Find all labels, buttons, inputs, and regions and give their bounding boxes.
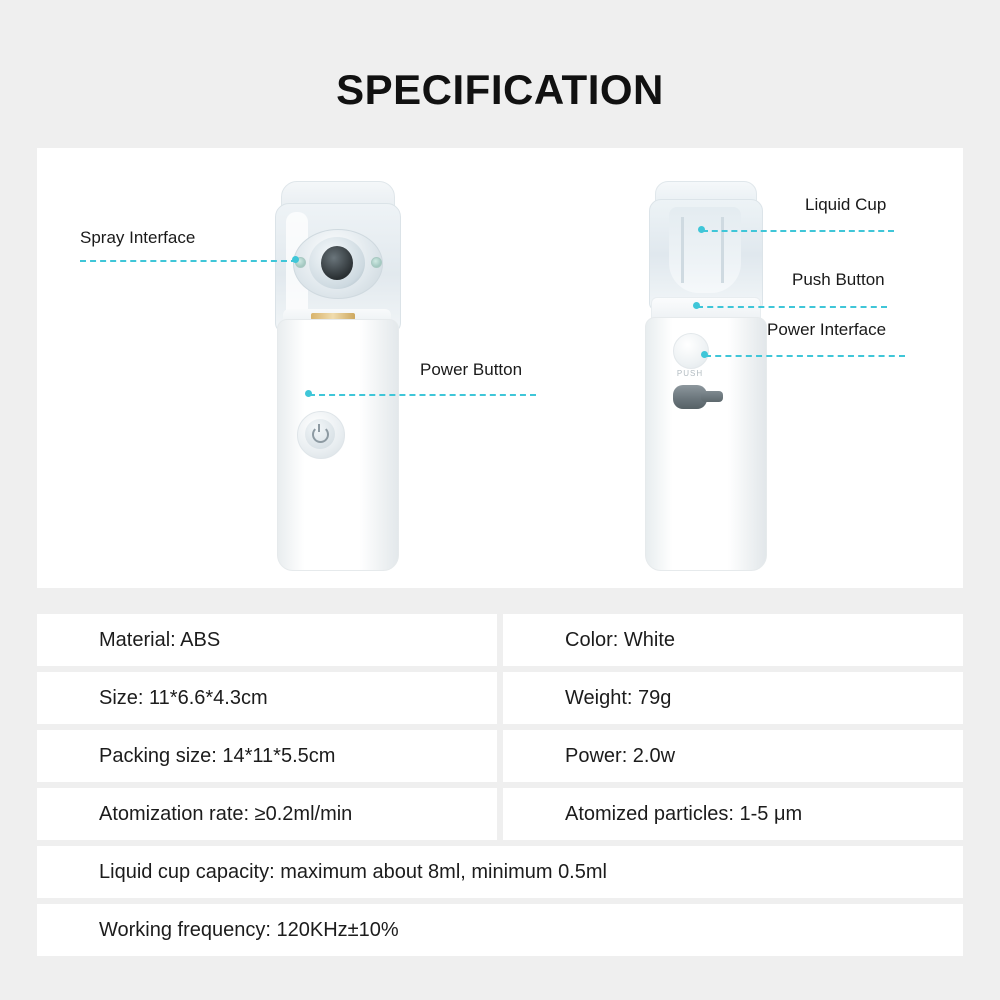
callout-power-interface-line — [705, 355, 905, 357]
power-button-face[interactable] — [305, 419, 335, 449]
nebulizer-front-view — [249, 181, 424, 571]
callout-push-button-label: Push Button — [792, 270, 885, 289]
callout-power-button-dot — [305, 390, 312, 397]
callout-spray-interface-dot — [292, 256, 299, 263]
cup-rib-right — [721, 217, 724, 283]
power-interface-stub — [701, 391, 723, 402]
spec-cell-size: Size: 11*6.6*4.3cm — [37, 672, 497, 724]
table-row — [37, 788, 963, 840]
power-icon — [312, 426, 329, 443]
callout-power-button-line — [309, 394, 536, 396]
callout-spray-interface-line — [80, 260, 297, 262]
table-row — [37, 730, 963, 782]
spec-cell-atomization-rate: Atomization rate: ≥0.2ml/min — [37, 788, 497, 840]
spec-cell-color: Color: White — [503, 614, 963, 666]
callout-power-interface-label: Power Interface — [767, 320, 887, 339]
callout-power-button-label: Power Button — [420, 360, 523, 379]
spec-cell-liquid-cup-capacity: Liquid cup capacity: maximum about 8ml, minimum 0.5ml — [37, 846, 963, 898]
table-row — [37, 672, 963, 724]
table-row — [37, 846, 963, 898]
callout-push-button-line — [697, 306, 887, 308]
page-title: SPECIFICATION — [336, 66, 664, 113]
liquid-cup-inner — [669, 207, 741, 293]
callout-push-button-dot — [693, 302, 700, 309]
callout-liquid-cup-label: Liquid Cup — [805, 195, 887, 214]
spec-cell-packing-size: Packing size: 14*11*5.5cm — [37, 730, 497, 782]
callout-spray-interface-label: Spray Interface — [80, 228, 196, 247]
spec-cell-working-frequency: Working frequency: 120KHz±10% — [37, 904, 963, 956]
screw-right-icon — [371, 257, 382, 268]
table-row — [37, 614, 963, 666]
spec-table — [37, 614, 963, 962]
spec-cell-material: Material: ABS — [37, 614, 497, 666]
callout-liquid-cup-line — [702, 230, 894, 232]
callout-liquid-cup-dot — [698, 226, 705, 233]
table-row — [37, 904, 963, 956]
nebulizer-side-view — [617, 181, 792, 571]
product-diagram-panel — [37, 148, 963, 588]
spray-nozzle — [321, 246, 353, 280]
callout-power-interface-dot — [701, 351, 708, 358]
spec-cell-weight: Weight: 79g — [503, 672, 963, 724]
cup-rib-left — [681, 217, 684, 283]
spec-cell-power: Power: 2.0w — [503, 730, 963, 782]
push-button-label: PUSH — [676, 369, 704, 378]
spec-cell-atomized-particles: Atomized particles: 1-5 μm — [503, 788, 963, 840]
